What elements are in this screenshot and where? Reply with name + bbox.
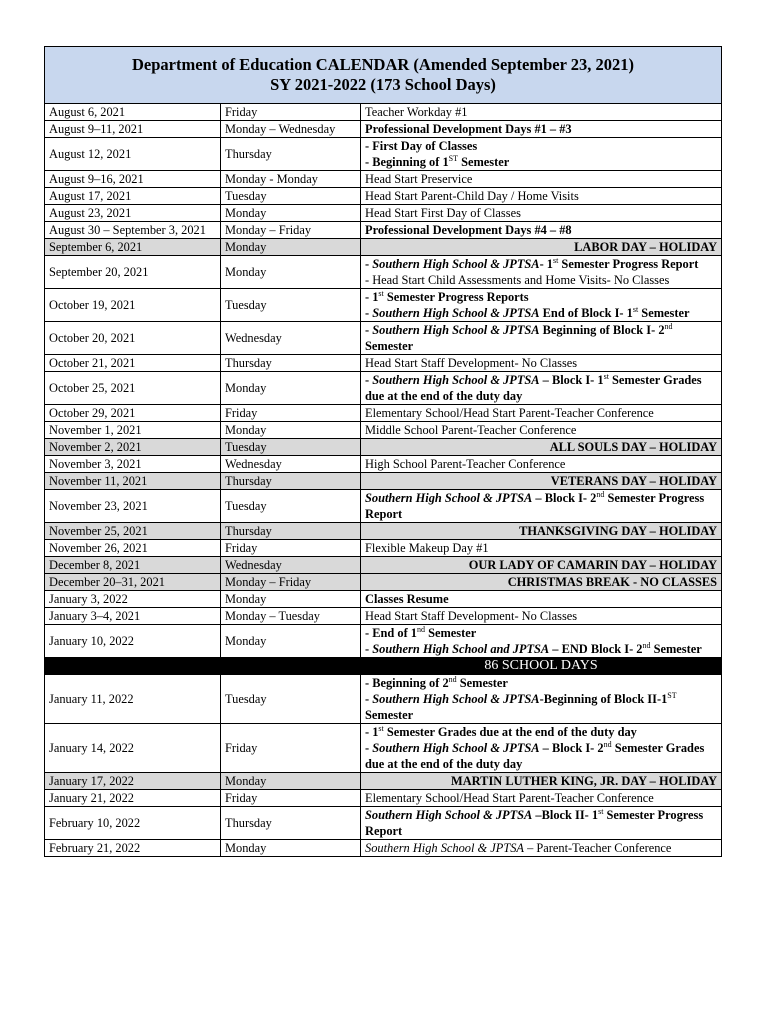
weekday-cell: Tuesday: [221, 675, 361, 724]
holiday-row: [45, 773, 722, 790]
calendar-row: [45, 456, 722, 473]
event-text: Head Start Staff Development- No Classes: [365, 356, 578, 370]
event-description-cell: [361, 625, 722, 658]
event-line: [365, 256, 717, 272]
weekday-cell: [221, 658, 361, 675]
event-text: Classes Resume: [365, 592, 449, 606]
event-description-cell: [361, 540, 722, 557]
weekday-cell: Thursday: [221, 138, 361, 171]
event-text: Southern High School & JPTSA: [372, 692, 540, 706]
event-description-cell: [361, 222, 722, 239]
event-line: [365, 456, 717, 472]
calendar-row: [45, 724, 722, 773]
calendar-header-row: [45, 47, 722, 104]
calendar-body: [45, 47, 722, 857]
event-text: Semester Progress Report: [365, 808, 704, 838]
event-line: [365, 372, 717, 404]
event-text: Southern High School & JPTSA: [372, 257, 540, 271]
event-line: [365, 473, 717, 489]
event-text: Head Start First Day of Classes: [365, 206, 521, 220]
event-line: [365, 322, 717, 354]
event-description-cell: [361, 840, 722, 857]
calendar-row: [45, 138, 722, 171]
holiday-row: [45, 574, 722, 591]
weekday-cell: Thursday: [221, 473, 361, 490]
event-line: [365, 439, 717, 455]
event-description-cell: [361, 121, 722, 138]
holiday-row: [45, 239, 722, 256]
event-text: Southern High School & JPTSA: [365, 491, 533, 505]
holiday-row: [45, 523, 722, 540]
event-text: Southern High School & JPTSA: [365, 808, 533, 822]
event-line: [365, 239, 717, 255]
event-description-cell: [361, 574, 722, 591]
weekday-cell: Monday: [221, 591, 361, 608]
event-text: Head Start Parent-Child Day / Home Visits: [365, 189, 579, 203]
date-cell: November 2, 2021: [45, 439, 221, 456]
weekday-cell: Tuesday: [221, 490, 361, 523]
weekday-cell: Monday – Friday: [221, 222, 361, 239]
event-description-cell: [361, 355, 722, 372]
weekday-cell: Monday: [221, 840, 361, 857]
ordinal-suffix: nd: [448, 674, 457, 684]
event-text: -: [365, 373, 373, 387]
event-description-cell: [361, 205, 722, 222]
event-text: - 1: [539, 257, 553, 271]
event-line: [365, 591, 717, 607]
event-line: [365, 289, 717, 305]
date-cell: January 10, 2022: [45, 625, 221, 658]
event-line: [365, 154, 717, 170]
event-line: [365, 205, 717, 221]
event-line: [365, 807, 717, 839]
event-description-cell: [361, 289, 722, 322]
event-line: [365, 104, 717, 120]
calendar-row: [45, 540, 722, 557]
calendar-row: [45, 490, 722, 523]
date-cell: October 29, 2021: [45, 405, 221, 422]
date-cell: August 6, 2021: [45, 104, 221, 121]
calendar-row: [45, 625, 722, 658]
event-line: [365, 608, 717, 624]
holiday-row: [45, 557, 722, 574]
calendar-row: [45, 790, 722, 807]
holiday-row: [45, 473, 722, 490]
event-text: Semester Progress Report: [365, 491, 705, 521]
event-text: LABOR DAY – HOLIDAY: [574, 240, 718, 254]
event-line: [365, 171, 717, 187]
event-line: [365, 523, 717, 539]
date-cell: November 23, 2021: [45, 490, 221, 523]
event-description-cell: [361, 473, 722, 490]
event-text: Southern High School & JPTSA: [372, 323, 540, 337]
calendar-table: [44, 46, 722, 857]
event-description-cell: [361, 239, 722, 256]
event-line: [365, 222, 717, 238]
event-text: Flexible Makeup Day #1: [365, 541, 489, 555]
date-cell: February 21, 2022: [45, 840, 221, 857]
event-text: - Head Start Child Assessments and Home Visits- No Classes: [365, 273, 670, 287]
event-text: End of Block I- 1: [539, 306, 633, 320]
event-description-cell: [361, 608, 722, 625]
event-text: -: [365, 642, 373, 656]
event-description-cell: [361, 422, 722, 439]
event-text: -: [365, 692, 373, 706]
event-text: -Beginning of Block II-1: [539, 692, 668, 706]
calendar-row: [45, 188, 722, 205]
date-cell: August 9–16, 2021: [45, 171, 221, 188]
ordinal-suffix: nd: [596, 489, 605, 499]
date-cell: August 23, 2021: [45, 205, 221, 222]
event-text: Elementary School/Head Start Parent-Teacher Conference: [365, 406, 654, 420]
event-text: ALL SOULS DAY – HOLIDAY: [549, 440, 718, 454]
event-text: - Beginning of 1: [365, 155, 449, 169]
calendar-title-line-2: SY 2021-2022 (173 School Days): [270, 75, 496, 94]
weekday-cell: Monday: [221, 773, 361, 790]
weekday-cell: Wednesday: [221, 456, 361, 473]
event-description-cell: [361, 256, 722, 289]
ordinal-suffix: ST: [448, 153, 458, 163]
event-description-cell: [361, 790, 722, 807]
ordinal-suffix: st: [552, 255, 559, 265]
event-text: Southern High School and JPTSA: [372, 642, 550, 656]
calendar-row: [45, 205, 722, 222]
event-text: – END Block I- 2: [549, 642, 643, 656]
event-text: CHRISTMAS BREAK - NO CLASSES: [507, 575, 718, 589]
date-cell: February 10, 2022: [45, 807, 221, 840]
date-cell: January 3, 2022: [45, 591, 221, 608]
weekday-cell: Friday: [221, 405, 361, 422]
event-line: [365, 658, 717, 674]
ordinal-suffix: nd: [416, 624, 425, 634]
event-text: 86 SCHOOL DAYS: [484, 658, 598, 673]
event-text: OUR LADY OF CAMARIN DAY – HOLIDAY: [468, 558, 718, 572]
event-line: [365, 691, 717, 723]
date-cell: January 17, 2022: [45, 773, 221, 790]
event-text: Professional Development Days #4 – #8: [365, 223, 572, 237]
event-description-cell: [361, 658, 722, 675]
weekday-cell: Monday – Friday: [221, 574, 361, 591]
event-line: [365, 490, 717, 522]
date-cell: November 25, 2021: [45, 523, 221, 540]
event-line: [365, 540, 717, 556]
event-text: Beginning of Block I- 2: [539, 323, 665, 337]
calendar-row: [45, 289, 722, 322]
date-cell: September 6, 2021: [45, 239, 221, 256]
event-description-cell: [361, 138, 722, 171]
event-description-cell: [361, 372, 722, 405]
event-description-cell: [361, 322, 722, 355]
event-text: -: [365, 741, 373, 755]
date-cell: October 25, 2021: [45, 372, 221, 405]
event-text: Semester: [458, 155, 510, 169]
event-text: Semester: [638, 306, 690, 320]
date-cell: January 3–4, 2021: [45, 608, 221, 625]
event-text: Semester: [424, 626, 477, 640]
event-text: Southern High School & JPTSA: [372, 373, 540, 387]
date-cell: January 21, 2022: [45, 790, 221, 807]
ordinal-suffix: st: [378, 723, 384, 733]
event-text: Head Start Staff Development- No Classes: [365, 609, 578, 623]
event-text: -: [365, 323, 373, 337]
event-text: Teacher Workday #1: [365, 105, 468, 119]
event-line: [365, 305, 717, 321]
weekday-cell: Monday: [221, 205, 361, 222]
event-text: Semester: [365, 708, 414, 722]
event-line: [365, 574, 717, 590]
date-cell: January 14, 2022: [45, 724, 221, 773]
date-cell: November 3, 2021: [45, 456, 221, 473]
event-text: - 1: [365, 290, 379, 304]
event-text: Semester: [650, 642, 702, 656]
calendar-row: [45, 322, 722, 355]
event-text: Semester Grades due at the end of the duty day: [365, 373, 702, 403]
weekday-cell: Friday: [221, 104, 361, 121]
event-line: [365, 773, 717, 789]
event-text: Semester Grades due at the end of the duty day: [365, 741, 705, 771]
calendar-row: [45, 104, 722, 121]
school-days-banner-row: [45, 658, 722, 675]
date-cell: [45, 658, 221, 675]
date-cell: December 20–31, 2021: [45, 574, 221, 591]
weekday-cell: Monday: [221, 256, 361, 289]
calendar-row: [45, 171, 722, 188]
weekday-cell: Monday - Monday: [221, 171, 361, 188]
event-text: -: [365, 306, 373, 320]
event-text: Elementary School/Head Start Parent-Teacher Conference: [365, 791, 654, 805]
event-text: - First Day of Classes: [365, 139, 478, 153]
date-cell: August 12, 2021: [45, 138, 221, 171]
weekday-cell: Thursday: [221, 523, 361, 540]
ordinal-suffix: st: [598, 806, 604, 816]
event-description-cell: [361, 188, 722, 205]
event-text: MARTIN LUTHER KING, JR. DAY – HOLIDAY: [451, 774, 718, 788]
event-text: – Block I- 2: [539, 741, 604, 755]
event-description-cell: [361, 557, 722, 574]
weekday-cell: Friday: [221, 540, 361, 557]
weekday-cell: Friday: [221, 724, 361, 773]
event-line: [365, 724, 717, 740]
event-text: – Parent-Teacher Conference: [524, 841, 672, 855]
event-description-cell: [361, 171, 722, 188]
event-line: [365, 121, 717, 137]
event-line: [365, 405, 717, 421]
event-text: High School Parent-Teacher Conference: [365, 457, 566, 471]
weekday-cell: Thursday: [221, 355, 361, 372]
ordinal-suffix: nd: [664, 321, 673, 331]
event-text: Semester Progress Report: [558, 257, 699, 271]
event-text: Semester: [365, 339, 414, 353]
weekday-cell: Friday: [221, 790, 361, 807]
event-text: –Block II- 1: [532, 808, 599, 822]
weekday-cell: Tuesday: [221, 439, 361, 456]
event-line: [365, 557, 717, 573]
event-text: Professional Development Days #1 – #3: [365, 122, 572, 136]
event-text: Southern High School & JPTSA: [365, 841, 524, 855]
event-text: – Block I- 1: [539, 373, 604, 387]
date-cell: December 8, 2021: [45, 557, 221, 574]
event-line: [365, 272, 717, 288]
event-description-cell: [361, 456, 722, 473]
ordinal-suffix: st: [378, 288, 384, 298]
event-line: [365, 625, 717, 641]
date-cell: September 20, 2021: [45, 256, 221, 289]
weekday-cell: Tuesday: [221, 289, 361, 322]
event-description-cell: [361, 591, 722, 608]
event-text: Semester Progress Reports: [383, 290, 529, 304]
date-cell: October 20, 2021: [45, 322, 221, 355]
event-description-cell: [361, 104, 722, 121]
calendar-row: [45, 405, 722, 422]
event-line: [365, 641, 717, 657]
event-description-cell: [361, 807, 722, 840]
calendar-row: [45, 222, 722, 239]
date-cell: October 21, 2021: [45, 355, 221, 372]
event-text: – Block I- 2: [532, 491, 597, 505]
calendar-row: [45, 372, 722, 405]
date-cell: January 11, 2022: [45, 675, 221, 724]
event-line: [365, 138, 717, 154]
weekday-cell: Monday – Tuesday: [221, 608, 361, 625]
ordinal-suffix: nd: [642, 640, 651, 650]
holiday-row: [45, 439, 722, 456]
calendar-row: [45, 591, 722, 608]
event-line: [365, 790, 717, 806]
weekday-cell: Monday: [221, 372, 361, 405]
event-text: Head Start Preservice: [365, 172, 473, 186]
event-text: Middle School Parent-Teacher Conference: [365, 423, 577, 437]
event-description-cell: [361, 523, 722, 540]
event-line: [365, 188, 717, 204]
event-text: Southern High School & JPTSA: [372, 306, 540, 320]
date-cell: August 9–11, 2021: [45, 121, 221, 138]
event-line: [365, 840, 717, 856]
event-text: Semester: [456, 676, 508, 690]
date-cell: August 30 – September 3, 2021: [45, 222, 221, 239]
ordinal-suffix: st: [603, 371, 609, 381]
calendar-row: [45, 807, 722, 840]
weekday-cell: Thursday: [221, 807, 361, 840]
calendar-title: [45, 47, 722, 104]
event-text: VETERANS DAY – HOLIDAY: [550, 474, 718, 488]
event-text: - Beginning of 2: [365, 676, 449, 690]
calendar-row: [45, 121, 722, 138]
calendar-row: [45, 840, 722, 857]
event-text: Semester Grades due at the end of the duty day: [383, 725, 637, 739]
weekday-cell: Monday – Wednesday: [221, 121, 361, 138]
weekday-cell: Wednesday: [221, 322, 361, 355]
event-line: [365, 740, 717, 772]
event-text: - 1: [365, 725, 379, 739]
event-line: [365, 355, 717, 371]
event-description-cell: [361, 675, 722, 724]
calendar-title-line-1: Department of Education CALENDAR (Amended September 23, 2021): [132, 55, 635, 74]
event-text: - End of 1: [365, 626, 417, 640]
calendar-row: [45, 675, 722, 724]
weekday-cell: Wednesday: [221, 557, 361, 574]
ordinal-suffix: st: [632, 304, 639, 314]
date-cell: October 19, 2021: [45, 289, 221, 322]
weekday-cell: Monday: [221, 625, 361, 658]
event-description-cell: [361, 490, 722, 523]
event-line: [365, 675, 717, 691]
weekday-cell: Tuesday: [221, 188, 361, 205]
event-description-cell: [361, 439, 722, 456]
calendar-row: [45, 422, 722, 439]
weekday-cell: Monday: [221, 239, 361, 256]
calendar-row: [45, 355, 722, 372]
event-text: Southern High School & JPTSA: [372, 741, 540, 755]
ordinal-suffix: nd: [603, 739, 612, 749]
event-description-cell: [361, 724, 722, 773]
date-cell: November 11, 2021: [45, 473, 221, 490]
calendar-row: [45, 608, 722, 625]
ordinal-suffix: ST: [667, 690, 677, 700]
event-description-cell: [361, 773, 722, 790]
event-line: [365, 422, 717, 438]
calendar-row: [45, 256, 722, 289]
event-text: -: [365, 257, 373, 271]
date-cell: November 26, 2021: [45, 540, 221, 557]
weekday-cell: Monday: [221, 422, 361, 439]
event-description-cell: [361, 405, 722, 422]
date-cell: August 17, 2021: [45, 188, 221, 205]
event-text: THANKSGIVING DAY – HOLIDAY: [519, 524, 718, 538]
date-cell: November 1, 2021: [45, 422, 221, 439]
